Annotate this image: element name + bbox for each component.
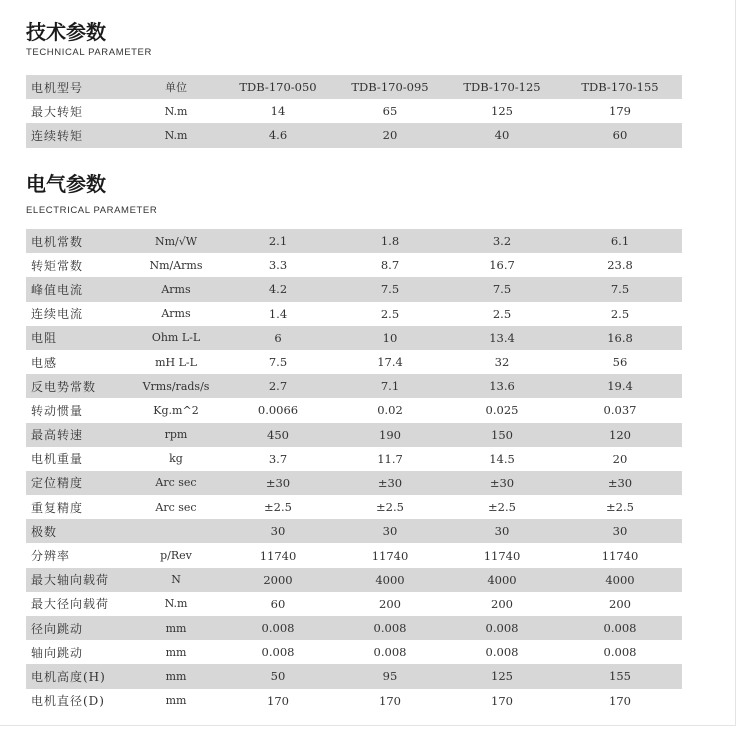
value-cell: 30	[558, 519, 682, 543]
value-cell: 2.5	[610, 306, 630, 321]
value-cell: 7.5	[334, 277, 446, 301]
electrical-table-row	[26, 423, 682, 447]
technical-parameter-title: 技术参数	[26, 20, 106, 44]
electrical-table-row	[26, 302, 682, 326]
value-cell: 170	[491, 693, 513, 708]
parameter-name-cell: 峰值电流	[26, 277, 130, 301]
value-cell: 2.1	[222, 229, 334, 253]
value-cell: 2000	[222, 568, 334, 592]
value-cell: 60	[558, 123, 682, 147]
value-cell: 4000	[334, 568, 446, 592]
electrical-table-row	[26, 350, 682, 374]
value-cell: 200	[609, 596, 631, 611]
parameter-name-cell: 电机型号	[26, 75, 130, 99]
value-cell: 200	[379, 596, 401, 611]
value-cell: TDB-170-155	[558, 75, 682, 99]
unit-cell: mm	[165, 645, 187, 659]
unit-cell: mH L-L	[155, 355, 197, 369]
value-cell: 3.2	[446, 229, 558, 253]
electrical-table-row	[26, 592, 682, 616]
value-cell: 11740	[483, 548, 521, 563]
value-cell: 6	[222, 326, 334, 350]
value-cell: 200	[491, 596, 513, 611]
unit-cell: Nm/√W	[130, 229, 222, 253]
value-cell: 0.0066	[257, 403, 299, 418]
unit-cell: Arms	[130, 277, 222, 301]
value-cell: ±2.5	[376, 500, 404, 515]
unit-cell: N	[130, 568, 222, 592]
parameter-name-cell: 转矩常数	[31, 258, 84, 273]
electrical-table-row	[26, 326, 682, 350]
parameter-name-cell: 定位精度	[26, 471, 130, 495]
electrical-parameter-title: 电气参数	[26, 172, 106, 196]
value-cell: 0.008	[558, 616, 682, 640]
value-cell: 14	[270, 104, 286, 119]
value-cell: 2.5	[380, 306, 400, 321]
electrical-table-row	[26, 689, 682, 713]
unit-cell: Arc sec	[155, 500, 197, 514]
value-cell: 13.4	[446, 326, 558, 350]
value-cell: 0.008	[261, 645, 295, 660]
value-cell: 17.4	[377, 355, 403, 370]
parameter-name-cell: 最大径向载荷	[31, 597, 110, 612]
value-cell: 20	[334, 123, 446, 147]
value-cell: 3.7	[268, 451, 288, 466]
parameter-name-cell: 分辨率	[31, 549, 71, 564]
parameter-name-cell: 最高转速	[26, 423, 130, 447]
value-cell: 2.5	[492, 306, 512, 321]
parameter-name-cell: 电阻	[26, 326, 130, 350]
parameter-name-cell: 电机常数	[26, 229, 130, 253]
value-cell: ±30	[334, 471, 446, 495]
parameter-name-cell: 轴向跳动	[31, 645, 84, 660]
value-cell: ±30	[446, 471, 558, 495]
value-cell: 190	[334, 423, 446, 447]
unit-cell: N.m	[164, 104, 188, 118]
unit-cell: rpm	[130, 423, 222, 447]
value-cell: TDB-170-095	[334, 75, 446, 99]
value-cell: 23.8	[607, 258, 633, 273]
value-cell: 6.1	[558, 229, 682, 253]
parameter-name-cell: 转动惯量	[31, 403, 84, 418]
parameter-name-cell: 电机直径(D)	[31, 694, 105, 709]
parameter-name-cell: 反电势常数	[26, 374, 130, 398]
value-cell: 0.025	[485, 403, 519, 418]
unit-cell: Arc sec	[130, 471, 222, 495]
value-cell: 14.5	[489, 451, 515, 466]
parameter-name-cell: 最大轴向载荷	[26, 568, 130, 592]
value-cell: TDB-170-050	[222, 75, 334, 99]
value-cell: 40	[446, 123, 558, 147]
value-cell: 4000	[446, 568, 558, 592]
value-cell: 0.008	[334, 616, 446, 640]
electrical-table-row	[26, 640, 682, 664]
value-cell: 450	[222, 423, 334, 447]
electrical-table-row	[26, 495, 682, 519]
unit-cell: mm	[130, 664, 222, 688]
value-cell: 0.008	[485, 645, 519, 660]
electrical-table-row	[26, 398, 682, 422]
value-cell: 0.008	[222, 616, 334, 640]
electrical-table-row	[26, 229, 682, 253]
electrical-parameter-table	[26, 229, 682, 713]
value-cell: 65	[382, 104, 398, 119]
unit-cell: N.m	[164, 597, 188, 611]
value-cell: 32	[494, 355, 510, 370]
technical-table-row	[26, 123, 682, 147]
parameter-name-cell: 极数	[26, 519, 130, 543]
value-cell: 0.037	[603, 403, 637, 418]
unit-cell: Vrms/rads/s	[130, 374, 222, 398]
unit-cell: Arms	[161, 307, 191, 321]
value-cell: ±30	[558, 471, 682, 495]
parameter-name-cell: 最大转矩	[31, 104, 84, 119]
value-cell: ±2.5	[488, 500, 516, 515]
value-cell: 125	[446, 664, 558, 688]
value-cell: 0.008	[603, 645, 637, 660]
value-cell: 150	[446, 423, 558, 447]
value-cell: 95	[334, 664, 446, 688]
value-cell: 11740	[371, 548, 409, 563]
value-cell: 0.008	[446, 616, 558, 640]
value-cell: 56	[612, 355, 628, 370]
value-cell: 10	[334, 326, 446, 350]
value-cell: 4.6	[222, 123, 334, 147]
value-cell: 30	[222, 519, 334, 543]
parameter-name-cell: 电机高度(H)	[26, 664, 130, 688]
value-cell: 0.02	[377, 403, 403, 418]
parameter-name-cell: 重复精度	[31, 500, 84, 515]
unit-cell: Nm/Arms	[149, 258, 203, 272]
value-cell: 30	[446, 519, 558, 543]
electrical-table-row	[26, 616, 682, 640]
unit-cell: 单位	[130, 75, 222, 99]
value-cell: TDB-170-125	[446, 75, 558, 99]
value-cell: 4.2	[222, 277, 334, 301]
unit-cell: N.m	[130, 123, 222, 147]
value-cell: 155	[558, 664, 682, 688]
value-cell: 0.008	[373, 645, 407, 660]
unit-cell: p/Rev	[160, 549, 192, 563]
value-cell: 30	[334, 519, 446, 543]
unit-cell: Kg.m^2	[153, 403, 199, 417]
value-cell: ±2.5	[606, 500, 634, 515]
electrical-table-row	[26, 253, 682, 277]
technical-parameter-subtitle: TECHNICAL PARAMETER	[26, 47, 152, 58]
parameter-name-cell: 连续电流	[31, 307, 84, 322]
value-cell: 60	[270, 596, 286, 611]
electrical-table-row	[26, 664, 682, 688]
value-cell: 179	[609, 104, 631, 119]
value-cell: 170	[267, 693, 289, 708]
value-cell: 20	[612, 451, 628, 466]
electrical-table-row	[26, 447, 682, 471]
value-cell: 120	[558, 423, 682, 447]
parameter-name-cell: 连续转矩	[26, 123, 130, 147]
value-cell: 7.1	[334, 374, 446, 398]
value-cell: 13.6	[446, 374, 558, 398]
electrical-table-row	[26, 374, 682, 398]
value-cell: 1.4	[268, 306, 288, 321]
value-cell: 170	[379, 693, 401, 708]
unit-cell: mm	[165, 694, 187, 708]
value-cell: 170	[609, 693, 631, 708]
electrical-table-row	[26, 543, 682, 567]
electrical-table-row	[26, 519, 682, 543]
value-cell: 1.8	[334, 229, 446, 253]
electrical-table-row	[26, 277, 682, 301]
parameter-name-cell: 电感	[31, 355, 58, 370]
value-cell: 2.7	[222, 374, 334, 398]
electrical-table-row	[26, 568, 682, 592]
technical-table-row	[26, 75, 682, 99]
value-cell: 11740	[259, 548, 297, 563]
value-cell: 7.5	[558, 277, 682, 301]
electrical-parameter-subtitle: ELECTRICAL PARAMETER	[26, 205, 158, 216]
value-cell: 19.4	[558, 374, 682, 398]
unit-cell: kg	[169, 452, 183, 466]
value-cell: ±2.5	[264, 500, 292, 515]
electrical-table-row	[26, 471, 682, 495]
value-cell: 8.7	[380, 258, 400, 273]
unit-cell: mm	[130, 616, 222, 640]
value-cell: 50	[222, 664, 334, 688]
value-cell: 3.3	[268, 258, 288, 273]
value-cell: 11.7	[377, 451, 403, 466]
value-cell: 16.8	[558, 326, 682, 350]
technical-table-row	[26, 99, 682, 123]
value-cell: 16.7	[489, 258, 515, 273]
technical-parameter-table	[26, 75, 682, 148]
value-cell: 7.5	[268, 355, 288, 370]
value-cell: 7.5	[446, 277, 558, 301]
value-cell: ±30	[222, 471, 334, 495]
value-cell: 11740	[601, 548, 639, 563]
parameter-name-cell: 电机重量	[31, 452, 84, 467]
unit-cell	[130, 519, 222, 543]
unit-cell: Ohm L-L	[130, 326, 222, 350]
value-cell: 125	[491, 104, 513, 119]
parameter-name-cell: 径向跳动	[26, 616, 130, 640]
value-cell: 4000	[558, 568, 682, 592]
